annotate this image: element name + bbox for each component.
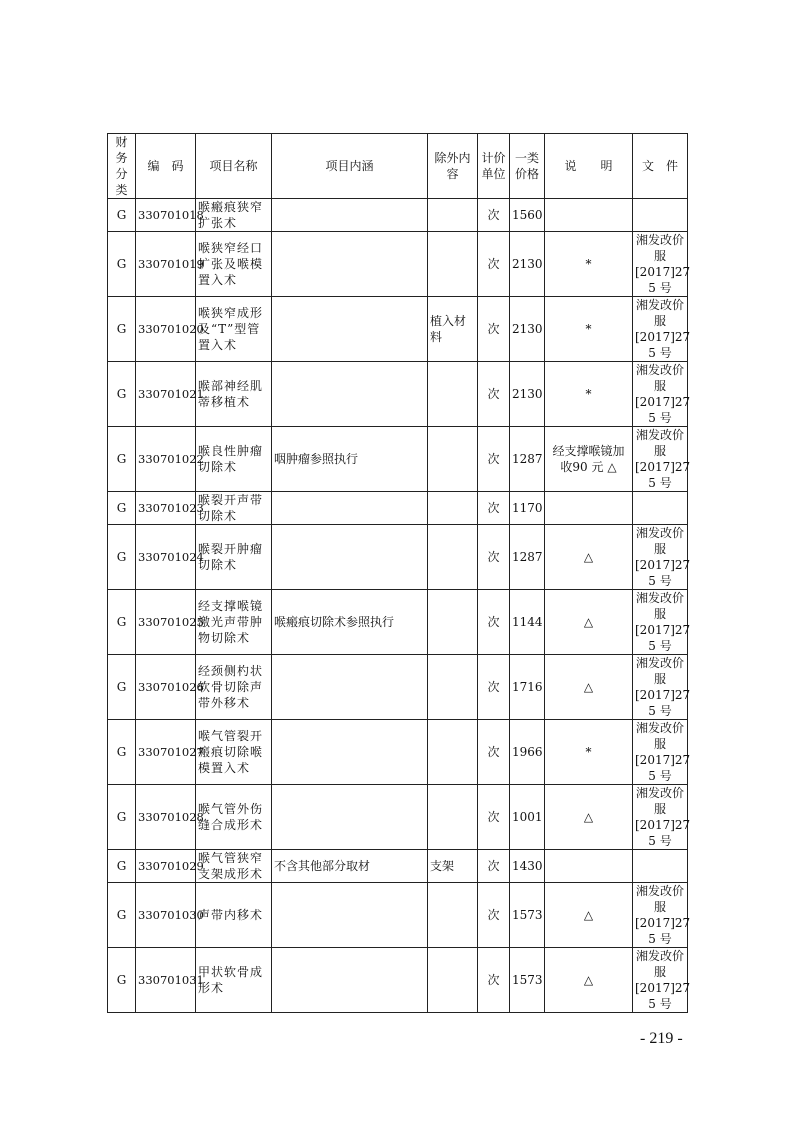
row-name: 喉气管狭窄支架成形术	[196, 850, 272, 883]
row-name: 声带内移术	[196, 883, 272, 948]
table-row	[108, 362, 688, 427]
table-row	[108, 850, 688, 883]
row-note: △	[545, 655, 633, 720]
row-excluded	[428, 948, 478, 1013]
doc-line: [2017]27	[635, 981, 691, 995]
row-unit: 次	[478, 948, 510, 1013]
table-body	[108, 199, 691, 1013]
row-content	[272, 297, 428, 362]
row-note	[545, 492, 633, 525]
row-excluded	[428, 883, 478, 948]
header-category: 财务分类	[108, 134, 136, 199]
row-unit: 次	[478, 655, 510, 720]
doc-line: 5 号	[648, 281, 672, 295]
row-excluded	[428, 492, 478, 525]
doc-line: 5 号	[648, 574, 672, 588]
doc-line: 服	[653, 379, 666, 393]
doc-line: 5 号	[648, 639, 672, 653]
row-unit: 次	[478, 883, 510, 948]
row-name: 经支撑喉镜激光声带肿物切除术	[196, 590, 272, 655]
row-excluded: 支架	[428, 850, 478, 883]
row-code: 330701025	[136, 590, 196, 655]
row-category: G	[108, 948, 136, 1013]
row-code: 330701021	[136, 362, 196, 427]
row-name: 喉部神经肌蒂移植术	[196, 362, 272, 427]
row-content	[272, 655, 428, 720]
doc-line: [2017]27	[635, 558, 691, 572]
doc-line: 5 号	[648, 932, 672, 946]
doc-line: 湘发改价	[635, 949, 684, 963]
header-price: 一类价格	[510, 134, 545, 199]
doc-line: 服	[653, 672, 666, 686]
row-content	[272, 525, 428, 590]
row-content: 咽肿瘤参照执行	[272, 427, 428, 492]
row-code: 330701020	[136, 297, 196, 362]
row-category: G	[108, 297, 136, 362]
header-row	[108, 134, 688, 199]
doc-line: 湘发改价	[635, 298, 684, 312]
table-row	[108, 297, 688, 362]
row-note: △	[545, 883, 633, 948]
row-excluded	[428, 720, 478, 785]
row-note: △	[545, 948, 633, 1013]
row-doc	[633, 427, 691, 492]
row-doc	[633, 199, 688, 232]
row-name: 喉瘢痕狭窄扩张术	[196, 199, 272, 232]
table-row	[108, 785, 688, 850]
table-row	[108, 199, 688, 232]
doc-line: 服	[653, 900, 666, 914]
doc-line: [2017]27	[635, 460, 691, 474]
row-excluded	[428, 199, 478, 232]
row-content	[272, 492, 428, 525]
header-doc: 文 件	[633, 134, 688, 199]
row-excluded	[428, 590, 478, 655]
row-name: 喉狭窄经口扩张及喉模置入术	[196, 232, 272, 297]
row-doc	[633, 720, 691, 785]
row-content	[272, 362, 428, 427]
row-note: *	[545, 720, 633, 785]
doc-line: 5 号	[648, 769, 672, 783]
row-excluded	[428, 232, 478, 297]
table-row	[108, 720, 688, 785]
row-price: 1170	[510, 492, 545, 525]
row-code: 330701026	[136, 655, 196, 720]
row-unit: 次	[478, 850, 510, 883]
row-name: 喉裂开肿瘤切除术	[196, 525, 272, 590]
row-category: G	[108, 362, 136, 427]
row-code: 330701031	[136, 948, 196, 1013]
doc-line: [2017]27	[635, 916, 691, 930]
doc-line: 服	[653, 314, 666, 328]
doc-line: 服	[653, 965, 666, 979]
row-unit: 次	[478, 362, 510, 427]
row-doc	[633, 232, 691, 297]
doc-line: 湘发改价	[635, 721, 684, 735]
price-table	[107, 133, 691, 1013]
row-name: 喉气管裂开瘢痕切除喉模置入术	[196, 720, 272, 785]
row-name: 甲状软骨成形术	[196, 948, 272, 1013]
row-unit: 次	[478, 720, 510, 785]
row-category: G	[108, 199, 136, 232]
row-price: 1716	[510, 655, 545, 720]
row-excluded	[428, 427, 478, 492]
row-code: 330701029	[136, 850, 196, 883]
row-price: 1573	[510, 948, 545, 1013]
row-price: 1966	[510, 720, 545, 785]
row-doc	[633, 362, 691, 427]
table-row	[108, 590, 688, 655]
doc-line: [2017]27	[635, 818, 691, 832]
row-price: 2130	[510, 362, 545, 427]
row-price: 1287	[510, 427, 545, 492]
header-excluded: 除外内容	[428, 134, 478, 199]
row-price: 1001	[510, 785, 545, 850]
doc-line: 服	[653, 607, 666, 621]
row-unit: 次	[478, 525, 510, 590]
doc-line: 湘发改价	[635, 526, 684, 540]
row-category: G	[108, 883, 136, 948]
row-doc	[633, 297, 691, 362]
doc-line: [2017]27	[635, 330, 691, 344]
row-name: 经颈侧杓状软骨切除声带外移术	[196, 655, 272, 720]
row-category: G	[108, 590, 136, 655]
doc-line: [2017]27	[635, 753, 691, 767]
row-unit: 次	[478, 785, 510, 850]
row-excluded	[428, 655, 478, 720]
row-price: 1144	[510, 590, 545, 655]
row-name: 喉良性肿瘤切除术	[196, 427, 272, 492]
header-content: 项目内涵	[272, 134, 428, 199]
row-category: G	[108, 232, 136, 297]
page-number: - 219 -	[640, 1030, 683, 1047]
row-price: 2130	[510, 232, 545, 297]
row-name: 喉气管外伤缝合成形术	[196, 785, 272, 850]
doc-line: [2017]27	[635, 623, 691, 637]
row-unit: 次	[478, 232, 510, 297]
row-doc	[633, 655, 691, 720]
doc-line: 服	[653, 737, 666, 751]
table-row	[108, 525, 688, 590]
row-code: 330701019	[136, 232, 196, 297]
row-note: △	[545, 785, 633, 850]
row-content	[272, 948, 428, 1013]
table-row	[108, 492, 688, 525]
row-note: △	[545, 590, 633, 655]
row-note: *	[545, 362, 633, 427]
row-note: 经支撑喉镜加收90 元 △	[545, 427, 633, 492]
doc-line: 湘发改价	[635, 428, 684, 442]
row-code: 330701028	[136, 785, 196, 850]
row-price: 2130	[510, 297, 545, 362]
row-content	[272, 199, 428, 232]
row-price: 1287	[510, 525, 545, 590]
row-unit: 次	[478, 199, 510, 232]
row-unit: 次	[478, 427, 510, 492]
row-note: △	[545, 525, 633, 590]
row-name: 喉裂开声带切除术	[196, 492, 272, 525]
doc-line: 服	[653, 444, 666, 458]
table-row	[108, 427, 688, 492]
doc-line: 湘发改价	[635, 884, 684, 898]
row-code: 330701018	[136, 199, 196, 232]
doc-line: 湘发改价	[635, 363, 684, 377]
row-category: G	[108, 492, 136, 525]
header-name: 项目名称	[196, 134, 272, 199]
row-unit: 次	[478, 297, 510, 362]
row-code: 330701023	[136, 492, 196, 525]
doc-line: 5 号	[648, 346, 672, 360]
row-content	[272, 232, 428, 297]
table-row	[108, 948, 688, 1013]
row-category: G	[108, 655, 136, 720]
row-content	[272, 785, 428, 850]
row-doc	[633, 492, 688, 525]
row-unit: 次	[478, 590, 510, 655]
doc-line: [2017]27	[635, 395, 691, 409]
doc-line: 湘发改价	[635, 591, 684, 605]
row-unit: 次	[478, 492, 510, 525]
doc-line: 5 号	[648, 411, 672, 425]
header-note: 说 明	[545, 134, 633, 199]
row-excluded	[428, 525, 478, 590]
table-row	[108, 655, 688, 720]
row-excluded	[428, 362, 478, 427]
row-doc	[633, 850, 688, 883]
row-code: 330701027	[136, 720, 196, 785]
doc-line: 服	[653, 802, 666, 816]
row-doc	[633, 948, 691, 1013]
doc-line: 5 号	[648, 997, 672, 1011]
doc-line: 5 号	[648, 834, 672, 848]
row-content	[272, 883, 428, 948]
doc-line: 5 号	[648, 704, 672, 718]
row-category: G	[108, 427, 136, 492]
row-note: *	[545, 232, 633, 297]
row-content	[272, 720, 428, 785]
doc-line: 湘发改价	[635, 656, 684, 670]
doc-line: [2017]27	[635, 688, 691, 702]
header-code: 编 码	[136, 134, 196, 199]
row-code: 330701022	[136, 427, 196, 492]
row-note	[545, 850, 633, 883]
row-price: 1573	[510, 883, 545, 948]
table-row	[108, 232, 688, 297]
row-price: 1430	[510, 850, 545, 883]
table-row	[108, 883, 688, 948]
row-content: 不含其他部分取材	[272, 850, 428, 883]
row-code: 330701030	[136, 883, 196, 948]
row-category: G	[108, 720, 136, 785]
header-unit: 计价单位	[478, 134, 510, 199]
row-category: G	[108, 525, 136, 590]
row-doc	[633, 525, 691, 590]
row-content: 喉瘢痕切除术参照执行	[272, 590, 428, 655]
row-doc	[633, 883, 691, 948]
row-price: 1560	[510, 199, 545, 232]
row-excluded: 植入材料	[428, 297, 478, 362]
row-doc	[633, 785, 691, 850]
row-name: 喉狭窄成形及“T”型管置入术	[196, 297, 272, 362]
doc-line: 服	[653, 249, 666, 263]
doc-line: 服	[653, 542, 666, 556]
row-category: G	[108, 785, 136, 850]
row-category: G	[108, 850, 136, 883]
row-note: *	[545, 297, 633, 362]
row-excluded	[428, 785, 478, 850]
row-doc	[633, 590, 691, 655]
row-code: 330701024	[136, 525, 196, 590]
doc-line: 5 号	[648, 476, 672, 490]
doc-line: 湘发改价	[635, 786, 684, 800]
doc-line: 湘发改价	[635, 233, 684, 247]
row-note	[545, 199, 633, 232]
doc-line: [2017]27	[635, 265, 691, 279]
